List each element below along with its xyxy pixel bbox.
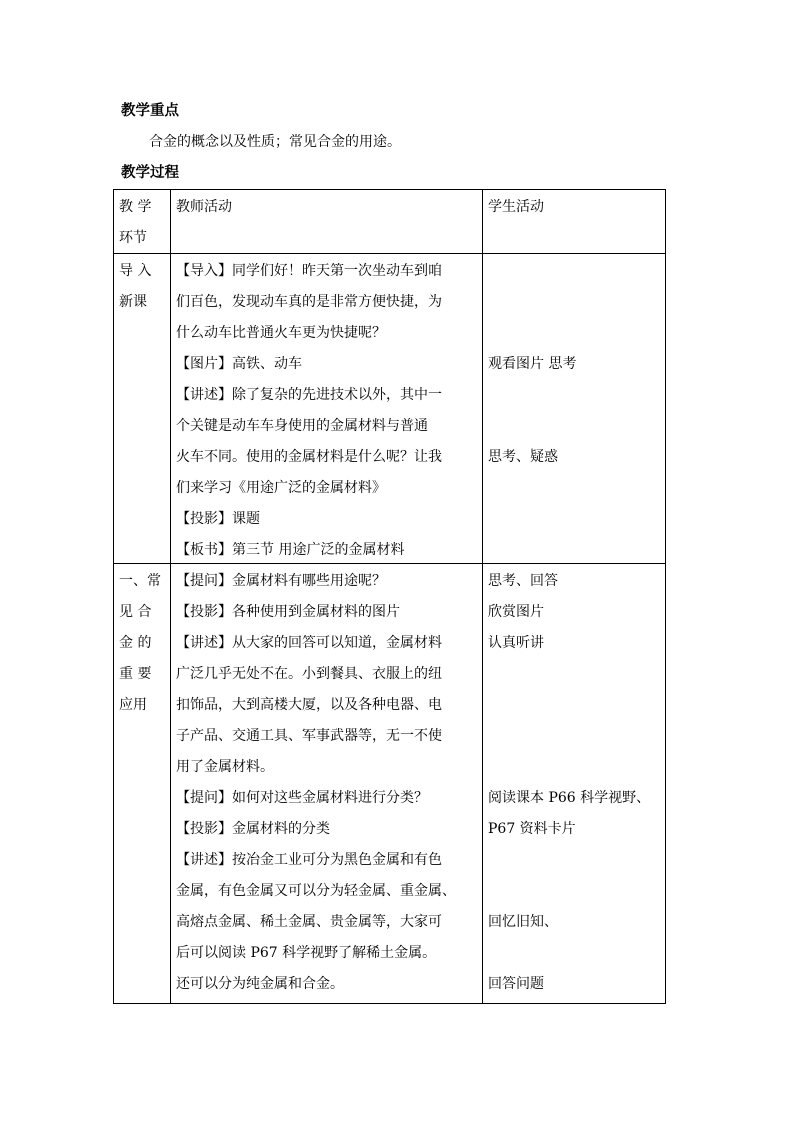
- stage-cell-line: 金 的: [119, 635, 152, 651]
- stage-cell-line: 新课: [119, 294, 147, 310]
- teacher-activity-line: 【板书】第三节 用途广泛的金属材料: [176, 542, 405, 558]
- teacher-activity-line: 【投影】各种使用到金属材料的图片: [176, 604, 400, 620]
- teacher-activity-line: 什么动车比普通火车更为快捷呢？: [176, 325, 386, 341]
- teacher-activity-line: 个关键是动车车身使用的金属材料与普通: [176, 418, 428, 434]
- student-activity-line: 观看图片 思考: [488, 356, 577, 372]
- header-stage-label: 环节: [119, 230, 147, 246]
- header-teacher-activity: 教师活动: [176, 199, 232, 215]
- table-column-divider: [482, 189, 483, 1004]
- teacher-activity-line: 扣饰品，大到高楼大厦，以及各种电器、电: [176, 697, 442, 713]
- heading-teaching-process: 教学过程: [121, 164, 179, 181]
- stage-cell-line: 见 合: [119, 604, 152, 620]
- stage-cell-line: 重 要: [119, 666, 152, 682]
- student-activity-line: 欣赏图片: [488, 604, 544, 620]
- table-border-left: [113, 189, 114, 1004]
- teacher-activity-line: 高熔点金属、稀土金属、贵金属等，大家可: [176, 914, 442, 930]
- teacher-activity-line: 【讲述】从大家的回答可以知道，金属材料: [176, 635, 442, 651]
- table-border-bottom: [113, 1003, 666, 1004]
- stage-cell-line: 应用: [119, 697, 147, 713]
- teacher-activity-line: 【提问】金属材料有哪些用途呢？: [176, 573, 386, 589]
- student-activity-line: P67 资料卡片: [488, 821, 576, 837]
- teacher-activity-line: 【导入】同学们好！昨天第一次坐动车到咱: [176, 263, 442, 279]
- student-activity-line: 回答问题: [488, 976, 544, 992]
- student-activity-line: 思考、回答: [488, 573, 558, 589]
- table-border-right: [665, 189, 666, 1004]
- stage-cell-line: 导 入: [119, 263, 152, 279]
- teacher-activity-line: 用了金属材料。: [176, 759, 274, 775]
- header-stage-label: 教 学: [119, 199, 152, 215]
- table-border-top: [113, 189, 666, 190]
- stage-cell-line: 一、常: [119, 573, 161, 589]
- heading-teaching-focus: 教学重点: [121, 102, 179, 119]
- table-row-divider: [113, 253, 666, 254]
- teacher-activity-line: 火车不同。使用的金属材料是什么呢？让我: [176, 449, 442, 465]
- teaching-focus-text: 合金的概念以及性质；常见合金的用途。: [149, 134, 401, 150]
- teacher-activity-line: 【提问】如何对这些金属材料进行分类？: [176, 790, 428, 806]
- header-student-activity: 学生活动: [488, 199, 544, 215]
- teacher-activity-line: 还可以分为纯金属和合金。: [176, 976, 344, 992]
- student-activity-line: 回忆旧知、: [488, 914, 558, 930]
- teacher-activity-line: 广泛几乎无处不在。小到餐具、衣服上的纽: [176, 666, 442, 682]
- teacher-activity-line: 们来学习《用途广泛的金属材料》: [176, 480, 386, 496]
- student-activity-line: 思考、疑惑: [488, 449, 558, 465]
- teacher-activity-line: 子产品、交通工具、军事武器等，无一不使: [176, 728, 442, 744]
- teacher-activity-line: 【讲述】按冶金工业可分为黑色金属和有色: [176, 852, 442, 868]
- student-activity-line: 阅读课本 P66 科学视野、: [488, 790, 651, 806]
- table-column-divider: [170, 189, 171, 1004]
- teacher-activity-line: 后可以阅读 P67 科学视野了解稀土金属。: [176, 945, 437, 961]
- teacher-activity-line: 【投影】金属材料的分类: [176, 821, 330, 837]
- teacher-activity-line: 金属，有色金属又可以分为轻金属、重金属、: [176, 883, 456, 899]
- teacher-activity-line: 【投影】课题: [176, 511, 260, 527]
- student-activity-line: 认真听讲: [488, 635, 544, 651]
- teacher-activity-line: 【讲述】除了复杂的先进技术以外，其中一: [176, 387, 442, 403]
- teacher-activity-line: 们百色，发现动车真的是非常方便快捷，为: [176, 294, 442, 310]
- teacher-activity-line: 【图片】高铁、动车: [176, 356, 302, 372]
- table-row-divider: [113, 563, 666, 564]
